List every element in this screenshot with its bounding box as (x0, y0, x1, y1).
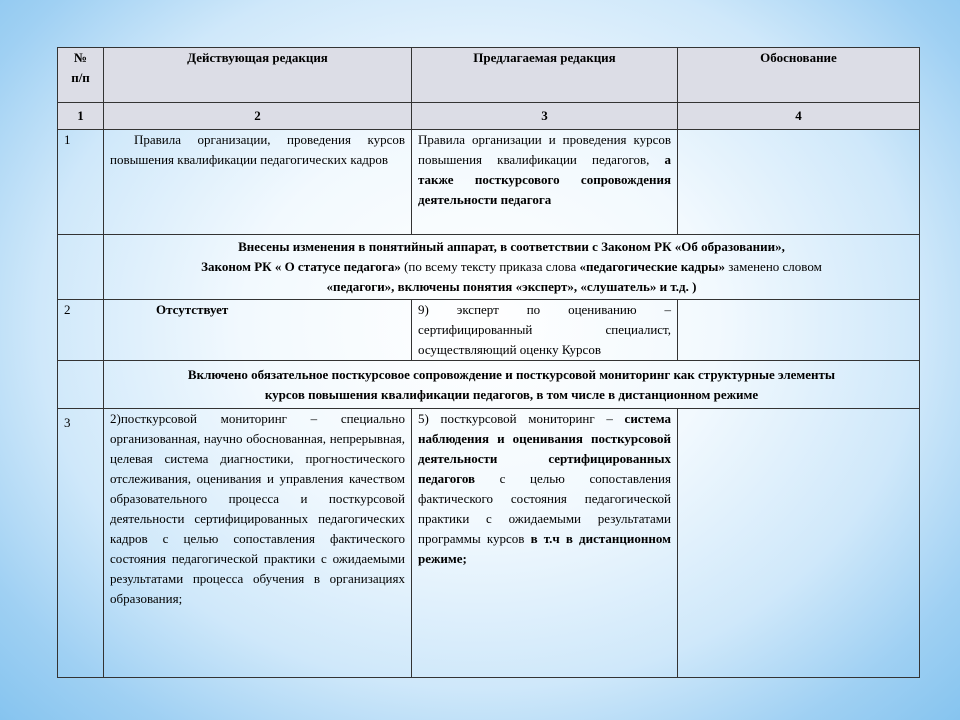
note-line-2 (110, 257, 913, 277)
row-number: 2 (58, 300, 104, 361)
row-number: 1 (58, 130, 104, 235)
justification-cell (678, 130, 920, 235)
row-number: 3 (58, 409, 104, 678)
numbering-row (58, 103, 920, 130)
table-row (58, 300, 920, 361)
justification-cell (678, 409, 920, 678)
justification-cell (678, 300, 920, 361)
proposed-text: 9) эксперт по оцениванию – сертифицированный специалист, осуществляющий оценку Курсов (412, 300, 678, 361)
current-text (104, 130, 412, 235)
note-line-2: курсов повышения квалификации педагогов, в том числе в дистанционном режиме (264, 386, 759, 402)
note-row (58, 361, 920, 409)
note-number-cell (58, 361, 104, 409)
proposed-text (412, 409, 678, 678)
header-current-edition: Действующая редакция (104, 48, 412, 103)
current-text-content: Правила организации, проведения курсов повышения квалификации педагогических кадров (110, 132, 405, 167)
header-number (58, 48, 104, 103)
note-line-2-plain: (по всему тексту приказа слова (404, 259, 580, 274)
proposed-text (412, 130, 678, 235)
header-number-line2: п/п (71, 70, 90, 85)
note-line-2-plain2: заменено словом (724, 259, 822, 274)
header-number-line1: № (73, 50, 88, 65)
note-line-2-bold: Законом РК « О статусе педагога» (201, 259, 405, 274)
numbering-cell-3: 3 (412, 103, 678, 130)
note-line-1: Внесены изменения в понятийный аппарат, в соответствии с Законом РК «Об образовании», (238, 239, 785, 254)
proposed-text-plain: Правила организации и проведения курсов повышения квалификации педагогов, (418, 132, 671, 167)
current-text: 2)посткурсовой мониторинг – специально организованная, научно обоснованная, непрерывная, целевая система диагностики, прогностического отслеживания, оценивания и управления качеством образовательного процесса и посткурсовой деятельности сертифицированных педагогических кадров с целью сопоставления фактического состояния педагогической практики с ожидаемыми результатами процесса обучения в организациях образования; (104, 409, 412, 678)
table-row (58, 130, 920, 235)
numbering-cell-2: 2 (104, 103, 412, 130)
header-proposed-edition: Предлагаемая редакция (412, 48, 678, 103)
proposed-text-bold-2: в т.ч в дистанционном режиме; (418, 531, 671, 566)
note-line-3: «педагоги», включены понятия «эксперт», «слушатель» и т.д. ) (326, 279, 697, 294)
table-row (58, 409, 920, 678)
note-line-1: Включено обязательное посткурсовое сопровождение и посткурсовой мониторинг как структурные элементы (187, 366, 836, 382)
header-justification: Обоснование (678, 48, 920, 103)
proposed-text-plain-1: 5) посткурсовой мониторинг – (418, 411, 625, 426)
note-text (104, 361, 920, 409)
current-text: Отсутствует (104, 300, 412, 361)
proposed-text-plain-2: с целью сопоставления фактического состояния педагогической практики с ожидаемыми результатами программы курсов (418, 471, 671, 546)
note-row (58, 235, 920, 300)
proposed-text-bold-1: система наблюдения и оценивания посткурсовой деятельности сертифицированных педагогов (418, 411, 671, 486)
note-number-cell (58, 235, 104, 300)
numbering-cell-1: 1 (58, 103, 104, 130)
header-row (58, 48, 920, 103)
proposed-text-bold: а также посткурсового сопровождения деятельности педагога (418, 152, 671, 207)
note-line-2-bold2: «педагогические кадры» (579, 259, 725, 274)
note-text (104, 235, 920, 300)
numbering-cell-4: 4 (678, 103, 920, 130)
comparison-table (57, 47, 920, 678)
